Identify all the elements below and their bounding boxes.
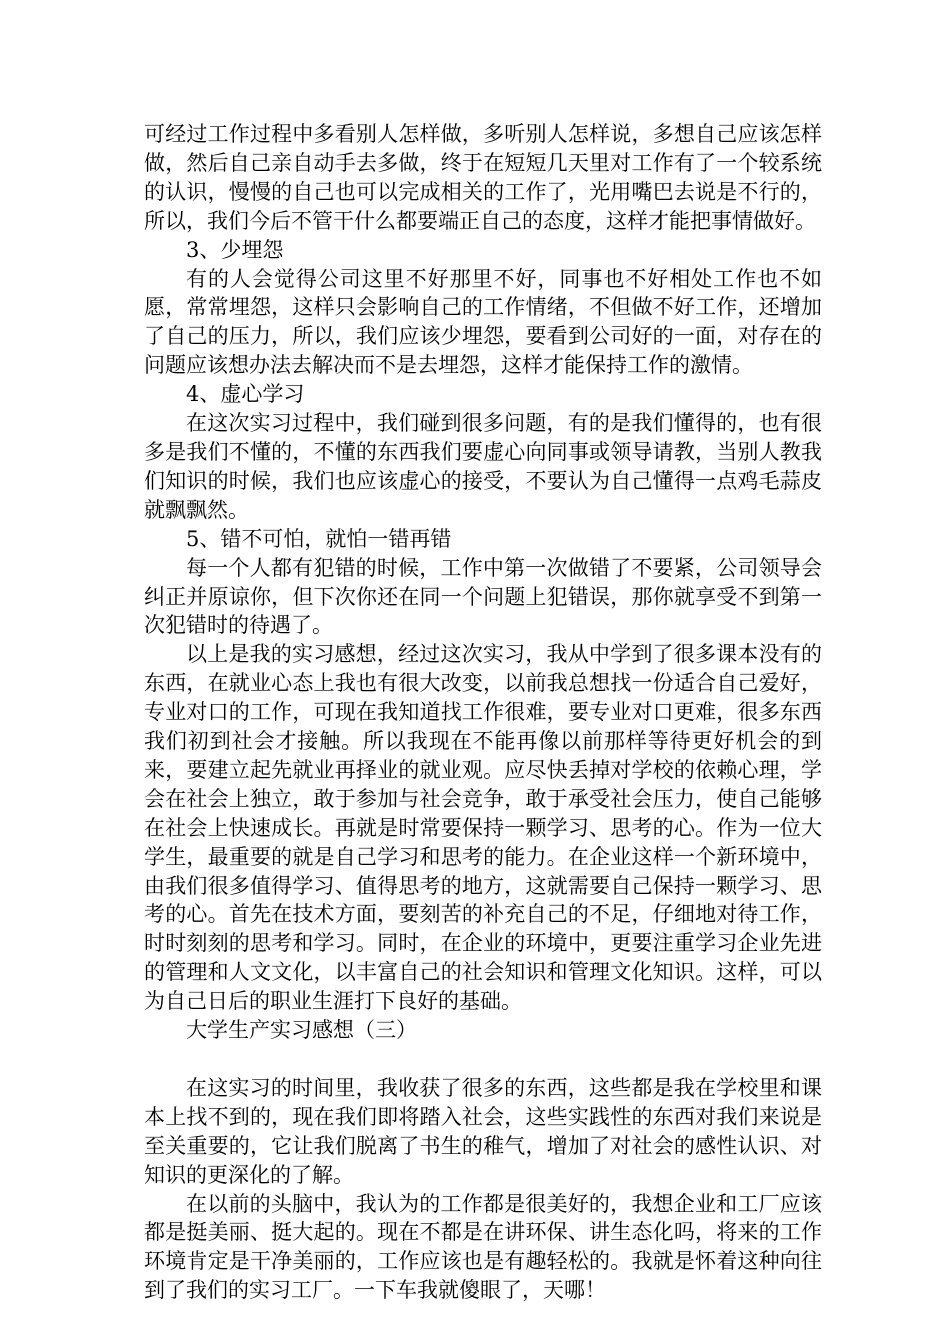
- heading-less-complaining: 3、少埋怨: [186, 237, 284, 262]
- paragraph-mistakes: 每一个人都有犯错的时候，工作中第一次做错了不要紧，公司领导会纠正并原谅你，但下次你还在同一个问题上犯错误，那你就享受不到第一次犯错时的待遇了。: [144, 555, 822, 638]
- paragraph-expectations: 在以前的头脑中，我认为的工作都是很美好的，我想企业和工厂应该都是挺美丽、挺大起的。现在不都是在讲环保、讲生态化吗，将来的工作环境肯定是干净美丽的，工作应该也是有趣轻松的。我就是怀着这种向往到了我们的实习工厂。一下车我就傻眼了，天哪！: [144, 1191, 822, 1303]
- blank-line: [144, 1045, 822, 1074]
- document-page: [144, 120, 822, 1305]
- heading-humble-learning: 4、虚心学习: [186, 382, 305, 407]
- paragraph-less-complaining: 有的人会觉得公司这里不好那里不好，同事也不好相处工作也不如愿，常常埋怨，这样只会影响自己的工作情绪，不但做不好工作，还增加了自己的压力，所以，我们应该少埋怨，要看到公司好的一面，对存在的问题应该想办法去解决而不是去埋怨，这样才能保持工作的激情。: [144, 266, 822, 378]
- paragraph-summary: 以上是我的实习感想，经过这次实习，我从中学到了很多课本没有的东西，在就业心态上我也有很大改变，以前我总想找一份适合自己爱好，专业对口的工作，可现在我知道找工作很难，要专业对口更难，很多东西我们初到社会才接触。所以我现在不能再像以前那样等待更好机会的到来，要建立起先就业再择业的就业观。应尽快丢掉对学校的依赖心理，学会在社会上独立，敢于参加与社会竞争，敢于承受社会压力，使自己能够在社会上快速成长。再就是时常要保持一颗学习、思考的心。作为一位大学生，最重要的就是自己学习和思考的能力。在企业这样一个新环境中，由我们很多值得学习、值得思考的地方，这就需要自己保持一颗学习、思考的心。首先在技术方面，要刻苦的补充自己的不足，仔细地对待工作，时时刻刻的思考和学习。同时，在企业的环境中，更要注重学习企业先进的管理和人文文化，以丰富自己的社会知识和管理文化知识。这样，可以为自己日后的职业生涯打下良好的基础。: [144, 642, 822, 1014]
- section-title-part-three: 大学生产实习感想（三）: [186, 1018, 417, 1043]
- paragraph-internship-gains: 在这实习的时间里，我收获了很多的东西，这些都是我在学校里和课本上找不到的，现在我们即将踏入社会，这些实践性的东西对我们来说是至关重要的，它让我们脱离了书生的稚气，增加了对社会的感性认识、对知识的更深化的了解。: [144, 1075, 822, 1187]
- paragraph-humble-learning: 在这次实习过程中，我们碰到很多问题，有的是我们懂得的，也有很多是我们不懂的，不懂的东西我们要虚心向同事或领导请教，当别人教我们知识的时候，我们也应该虚心的接受，不要认为自己懂得一点鸡毛蒜皮就飘飘然。: [144, 411, 822, 522]
- heading-mistakes: 5、错不可怕，就怕一错再错: [186, 526, 452, 551]
- paragraph-attitude-end: 可经过工作过程中多看别人怎样做，多听别人怎样说，多想自己应该怎样做，然后自己亲自动手去多做，终于在短短几天里对工作有了一个较系统的认识，慢慢的自己也可以完成相关的工作了，光用嘴巴去说是不行的，所以，我们今后不管干什么都要端正自己的态度，这样才能把事情做好。: [144, 122, 822, 233]
